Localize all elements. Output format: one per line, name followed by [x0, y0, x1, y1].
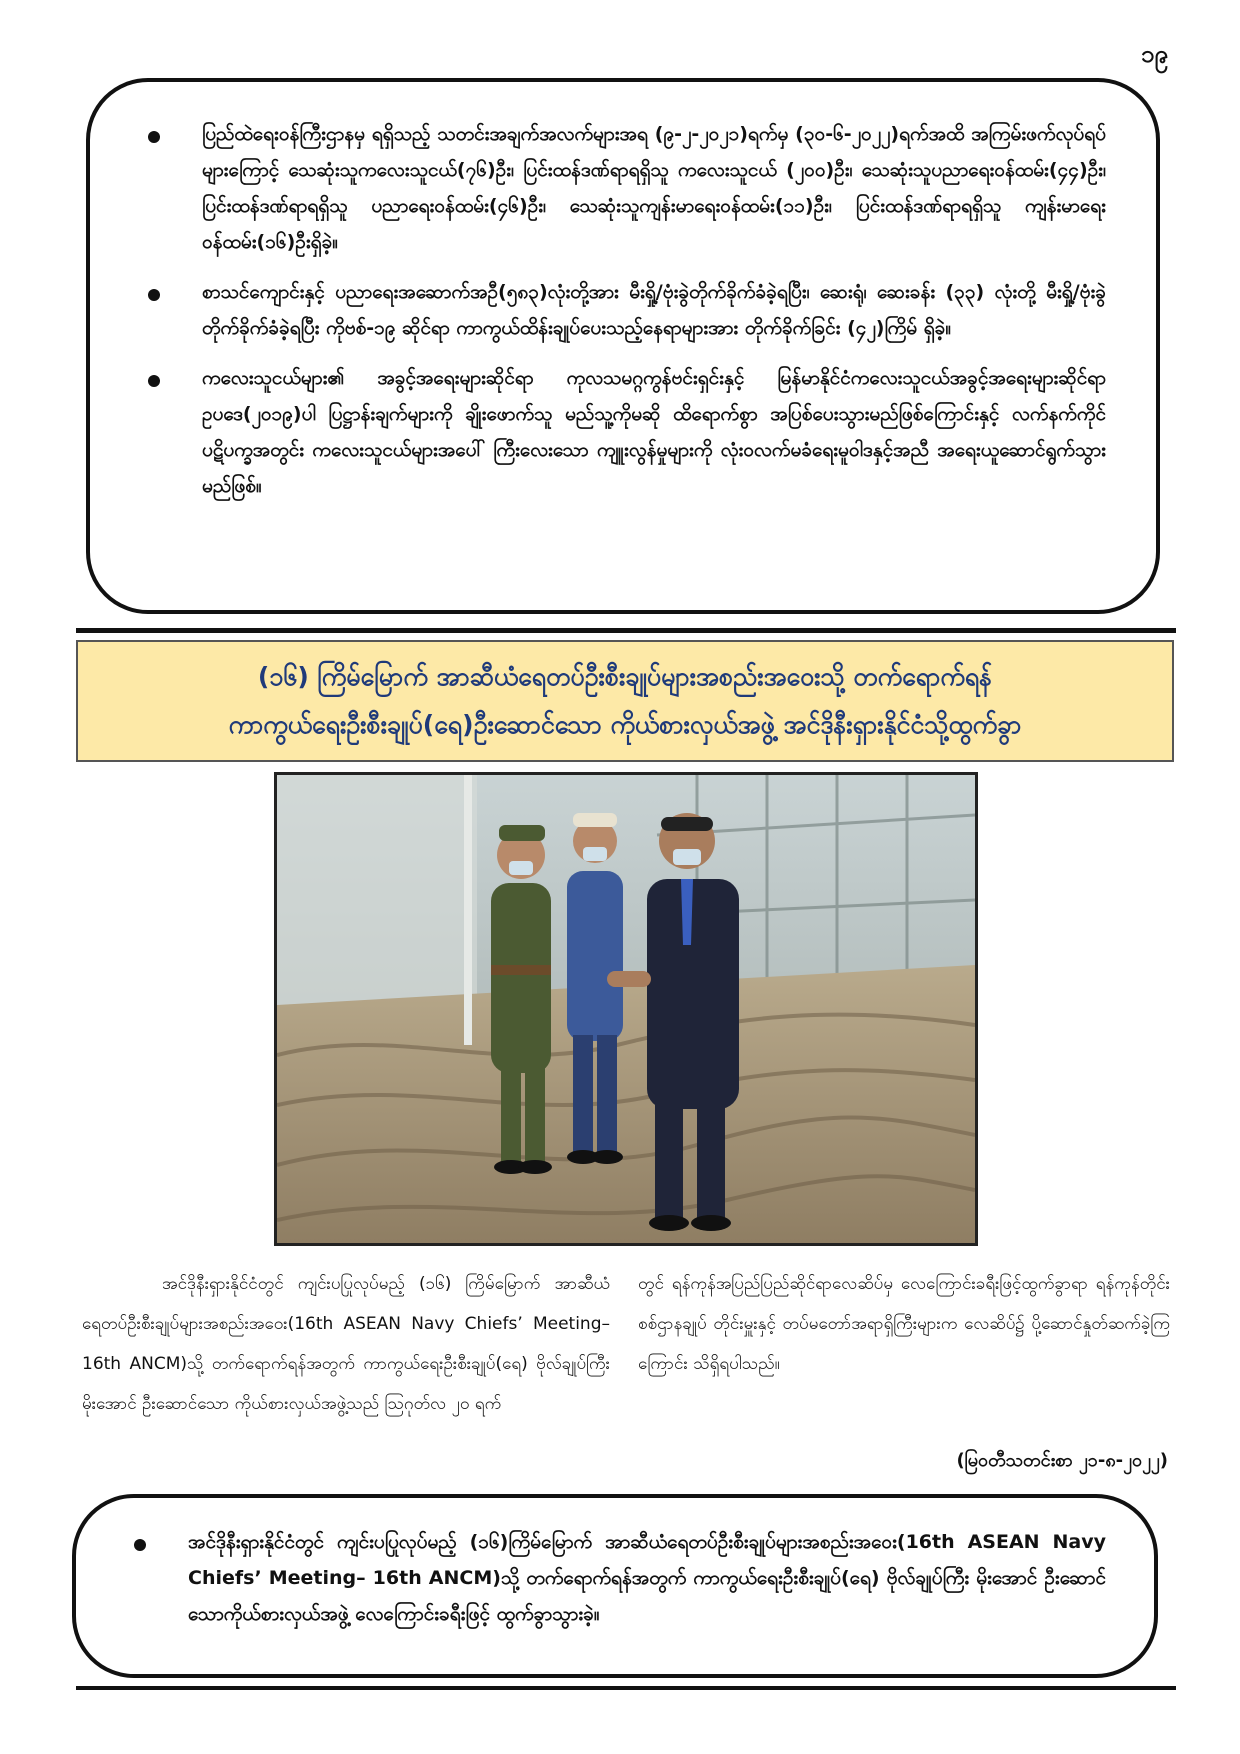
bullet-list: [122, 1524, 1106, 1632]
news-photo: [274, 772, 978, 1246]
headline-line-1: (၁၆) ကြိမ်မြောက် အာဆီယံရေတပ်ဦးစီးချုပ်များအစည်းအဝေးသို့ တက်ရောက်ရန်: [257, 662, 993, 691]
bullet-list: [136, 116, 1106, 504]
divider-rule: [76, 1686, 1176, 1690]
news-source-citation: (မြဝတီသတင်းစာ ၂၁-၈-၂၀၂၂): [956, 1450, 1168, 1471]
bullet-item: [136, 274, 1106, 346]
article-right-column: [638, 1264, 1170, 1384]
page-number: ၁၉: [1141, 40, 1168, 68]
headline-line-2: ကာကွယ်ရေးဦးစီးချုပ်(ရေ)ဦးဆောင်သော ကိုယ်စားလှယ်အဖွဲ့ အင်ဒိုနီးရှားနိုင်ငံသို့ထွက်ခွာ: [228, 710, 1022, 739]
bullet-item: [136, 116, 1106, 260]
bullet-text: အင်ဒိုနီးရှားနိုင်ငံတွင် ကျင်းပပြုလုပ်မည့် (၁၆)ကြိမ်မြောက် အာဆီယံရေတပ်ဦးစီးချုပ်များအစည်းအဝေး(16th ASEAN Navy Chiefs’ Meeting– 16th ANCM)သို့ တက်ရောက်ရန်အတွက် ကာကွယ်ရေးဦးစီးချုပ်(ရေ) ဗိုလ်ချုပ်ကြီး မိုးအောင် ဦးဆောင်သောကိုယ်စားလှယ်အဖွဲ့ လေကြောင်းခရီးဖြင့် ထွက်ခွာသွားခဲ့။: [188, 1531, 1106, 1625]
article-text-right: တွင် ရန်ကုန်အပြည်ပြည်ဆိုင်ရာလေဆိပ်မှ လေကြောင်းခရီးဖြင့်ထွက်ခွာရာ ရန်ကုန်တိုင်းစစ်ဌာနချုပ် တိုင်းမှူးနှင့် တပ်မတော်အရာရှိကြီးများက လေဆိပ်၌ ပို့ဆောင်နှုတ်ဆက်ခဲ့ကြကြောင်း သိရှိရပါသည်။: [638, 1274, 1170, 1374]
article-text-left: အင်ဒိုနီးရှားနိုင်ငံတွင် ကျင်းပပြုလုပ်မည့် (၁၆) ကြိမ်မြောက် အာဆီယံရေတပ်ဦးစီးချုပ်များအစည်းအဝေး(16th ASEAN Navy Chiefs’ Meeting– 16th ANCM)သို့ တက်ရောက်ရန်အတွက် ကာကွယ်ရေးဦးစီးချုပ်(ရေ) ဗိုလ်ချုပ်ကြီးမိုးအောင် ဦးဆောင်သော ကိုယ်စားလှယ်အဖွဲ့သည် ဩဂုတ်လ ၂၀ ရက်: [82, 1274, 610, 1414]
bullet-icon: [148, 131, 160, 143]
bullet-text: ပြည်ထဲရေးဝန်ကြီးဌာနမှ ရရှိသည့် သတင်းအချက်အလက်များအရ (၉-၂-၂၀၂၁)ရက်မှ (၃၀-၆-၂၀၂၂)ရက်အထိ အကြမ်းဖက်လုပ်ရပ်များကြောင့် သေဆုံးသူကလေးသူငယ်(၇၆)ဦး၊ ပြင်းထန်ဒဏ်ရာရရှိသူ ကလေးသူငယ် (၂၀၀)ဦး၊ သေဆုံးသူပညာရေးဝန်ထမ်း(၄၄)ဦး၊ ပြင်းထန်ဒဏ်ရာရရှိသူ ပညာရေးဝန်ထမ်း(၄၆)ဦး၊ သေဆုံးသူကျန်းမာရေးဝန်ထမ်း(၁၁)ဦး၊ ပြင်းထန်ဒဏ်ရာရရှိသူ ကျန်းမာရေးဝန်ထမ်း(၁၆)ဦးရှိခဲ့။: [202, 123, 1106, 253]
divider-rule: [76, 628, 1176, 633]
bullet-item: [136, 360, 1106, 504]
bullet-text: စာသင်ကျောင်းနှင့် ပညာရေးအဆောက်အဦ(၅၈၃)လုံးတို့အား မီးရှို့/ဗုံးခွဲတိုက်ခိုက်ခံခဲ့ရပြီး၊ ဆေးရုံ၊ ဆေးခန်း (၃၃) လုံးတို့ မီးရှို့/ဗုံးခွဲတိုက်ခိုက်ခံခဲ့ရပြီး ကိုဗစ်-၁၉ ဆိုင်ရာ ကာကွယ်ထိန်းချုပ်ပေးသည့်နေရာများအား တိုက်ခိုက်ခြင်း (၄၂)ကြိမ် ရှိခဲ့။: [202, 281, 1106, 339]
bullet-icon: [134, 1539, 146, 1551]
news-headline: [76, 640, 1174, 762]
summary-box-bottom: [72, 1494, 1158, 1678]
summary-box-top: [86, 78, 1160, 614]
article-left-column: [82, 1264, 610, 1424]
bullet-icon: [148, 375, 160, 387]
bullet-item: [122, 1524, 1106, 1632]
bullet-text: ကလေးသူငယ်များ၏ အခွင့်အရေးများဆိုင်ရာ ကုလသမဂ္ဂကွန်ဗင်းရှင်းနှင့် မြန်မာနိုင်ငံကလေးသူငယ်အခွင့်အရေးများဆိုင်ရာဥပဒေ(၂၀၁၉)ပါ ပြဋ္ဌာန်းချက်များကို ချိုးဖောက်သူ မည်သူ့ကိုမဆို ထိရောက်စွာ အပြစ်ပေးသွားမည်ဖြစ်ကြောင်းနှင့် လက်နက်ကိုင်ပဋိပက္ခအတွင်း ကလေးသူငယ်များအပေါ် ကြီးလေးသော ကျူးလွန်မှုများကို လုံးဝလက်မခံရေးမူဝါဒနှင့်အညီ အရေးယူဆောင်ရွက်သွားမည်ဖြစ်။: [202, 367, 1106, 497]
photo-illustration: [277, 775, 975, 1243]
bullet-icon: [148, 289, 160, 301]
